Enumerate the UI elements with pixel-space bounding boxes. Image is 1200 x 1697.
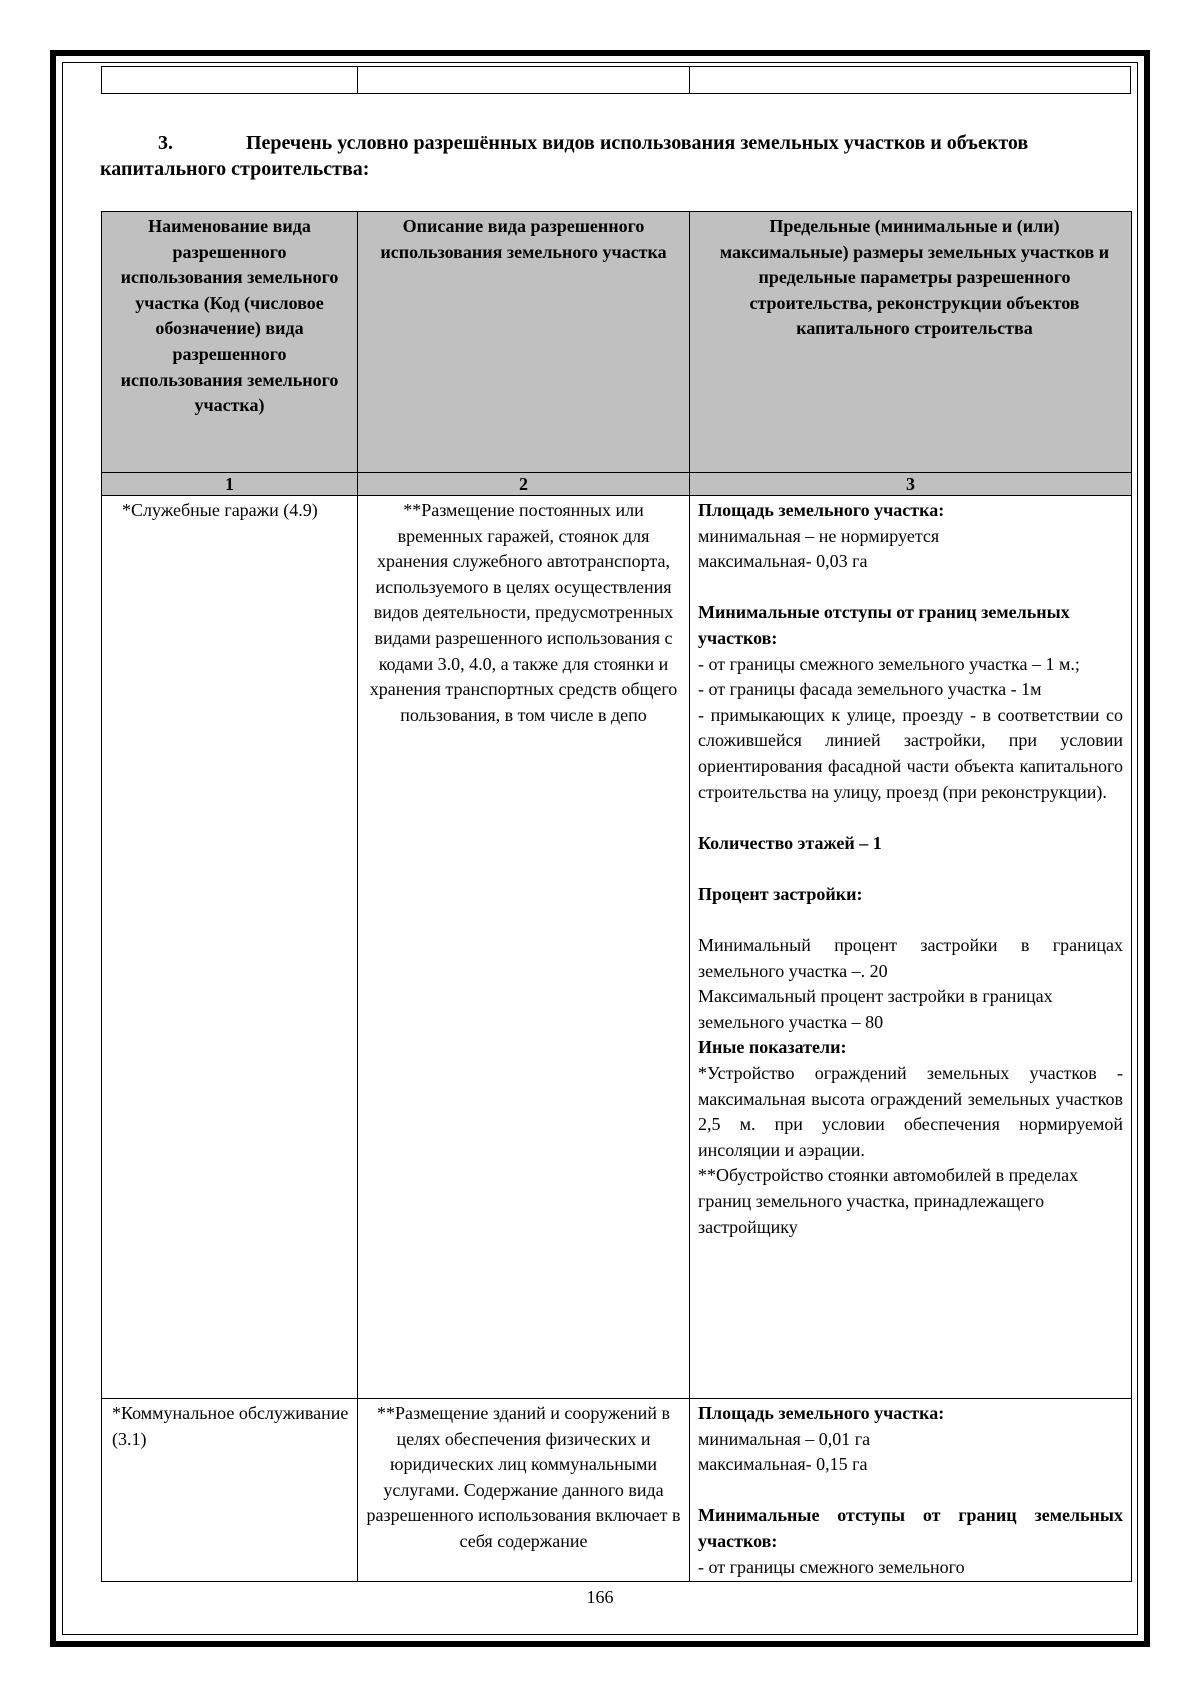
section-heading bbox=[100, 130, 1130, 182]
table-row bbox=[102, 1399, 1132, 1582]
other-heading: Иные показатели: bbox=[698, 1037, 847, 1058]
setback-heading: Минимальные отступы от границ земельных участков: bbox=[698, 602, 1070, 648]
table-header-row bbox=[102, 212, 1132, 473]
use-description: **Размещение постоянных или временных гаражей, стоянок для хранения служебного автотранспорта, используемого в целях осуществления видов деятельности, предусмотренных видами разрешенного использования с кодами 3.0, 4.0, а также для стоянки и хранения транспортных средств общего пользования, в том числе в депо bbox=[358, 496, 690, 1399]
setback-item: - от границы смежного земельного участка – 1 м.; bbox=[698, 653, 1080, 674]
area-min: минимальная – 0,01 га bbox=[698, 1428, 871, 1449]
header-description: Описание вида разрешенного использования земельного участка bbox=[358, 212, 690, 473]
column-numbers-row bbox=[102, 473, 1132, 496]
header-name: Наименование вида разрешенного использования земельного участка (Код (числовое обозначение) вида разрешенного использования земельного участка) bbox=[102, 212, 358, 473]
column-number: 1 bbox=[102, 473, 358, 496]
use-description: **Размещение зданий и сооружений в целях обеспечения физических и юридических лиц коммунальными услугами. Содержание данного вида разрешенного использования включает в себя содержание bbox=[358, 1399, 690, 1582]
table-row bbox=[102, 496, 1132, 1399]
setback-item: - от границы смежного земельного bbox=[698, 1556, 965, 1577]
section-title: Перечень условно разрешённых видов использования земельных участков и объектов капитального строительства: bbox=[100, 132, 1029, 180]
area-max: максимальная- 0,03 га bbox=[698, 551, 868, 572]
section-number: 3. bbox=[158, 132, 173, 154]
conditional-uses-table bbox=[101, 211, 1132, 1582]
other-item: *Устройство ограждений земельных участков - максимальная высота ограждений земельных участков 2,5 м. при условии обеспечения нормируемой инсоляции и аэрации. bbox=[698, 1063, 1123, 1160]
setback-item: - от границы фасада земельного участка - 1м bbox=[698, 679, 1042, 700]
column-number: 2 bbox=[358, 473, 690, 496]
other-item: **Обустройство стоянки автомобилей в пределах границ земельного участка, принадлежащего застройщику bbox=[698, 1165, 1079, 1237]
page-number: 166 bbox=[586, 1587, 614, 1607]
empty-cell bbox=[102, 67, 358, 94]
previous-table-remainder bbox=[101, 66, 1131, 94]
coverage-heading: Процент застройки: bbox=[698, 883, 863, 904]
use-name: *Служебные гаражи (4.9) bbox=[102, 496, 358, 1399]
area-heading: Площадь земельного участка: bbox=[698, 500, 945, 520]
use-parameters bbox=[690, 496, 1132, 1399]
setback-item: - примыкающих к улице, проезду - в соответствии со сложившейся линией застройки, при условии ориентирования фасадной части объекта капитального строительства на улицу, проезд (при реконструкции). bbox=[698, 704, 1123, 802]
use-parameters bbox=[690, 1399, 1132, 1582]
empty-cell bbox=[358, 67, 690, 94]
use-name: *Коммунальное обслуживание (3.1) bbox=[102, 1399, 358, 1582]
empty-cell bbox=[690, 67, 1131, 94]
column-number: 3 bbox=[690, 473, 1132, 496]
coverage-max: Максимальный процент застройки в границах земельного участка – 80 bbox=[698, 986, 1053, 1032]
area-max: максимальная- 0,15 га bbox=[698, 1454, 868, 1475]
floors-count: Количество этажей – 1 bbox=[698, 832, 882, 853]
setback-heading: Минимальные отступы от границ земельных участков: bbox=[698, 1505, 1123, 1551]
area-heading: Площадь земельного участка: bbox=[698, 1403, 945, 1423]
header-parameters: Предельные (минимальные и (или) максимальные) размеры земельных участков и предельные параметры разрешенного строительства, реконструкции объектов капитального строительства bbox=[690, 212, 1132, 473]
area-min: минимальная – не нормируется bbox=[698, 525, 940, 546]
coverage-min: Минимальный процент застройки в границах земельного участка –. 20 bbox=[698, 935, 1123, 981]
